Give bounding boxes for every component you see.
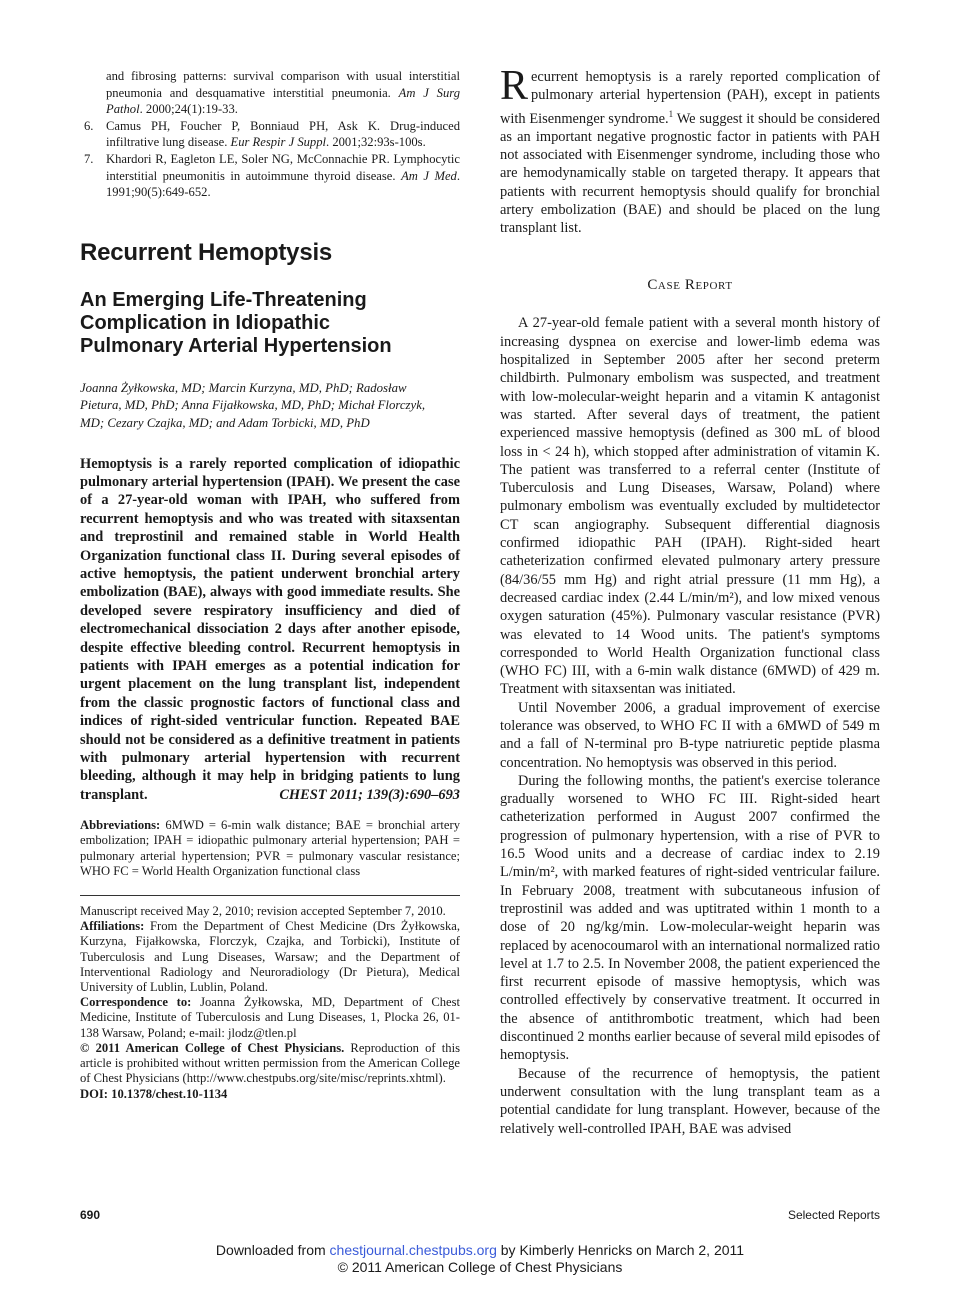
paragraph: During the following months, the patient's exercise tolerance gradually worsened to WHO FC III. Right-sided heart catheterization performed in August 2007 confirmed the progression of pulmonary hypertension, with a rise of PVR to 16.5 Wood units and a decrease of cardiac index to 2.19 L/min/m², with marked features of right-sided ventricular failure. In February 2008, treatment with subcutaneous infusion of treprostinil was added and was uptitrated within 1 month to a dose of 20 ng/kg/min. Low-molecular-weight heparin was replaced by acenocoumarol with an international normalized ratio level at 1.7 to 2.5. In November 2008, the patient experienced the first recurrent episode of massive hemoptysis, which was controlled effectively by conservative treatment. It occurred in the absence of antithrombotic treatment, which had been discontinued 2 months earlier because of several mild episodes of hemoptysis. (500, 772, 880, 1064)
abstract-text: Hemoptysis is a rarely reported complication of idiopathic pulmonary arterial hypertension (IPAH). We present the case of a 27-year-old woman with IPAH, who suffered from recurrent hemoptysis and who was treated with sitaxsentan and treprostinil and remained stable in World Health Organization functional class II. During several episodes of active hemoptysis, the patient underwent bronchial artery embolization (BAE), always with good immediate results. She developed severe respiratory insufficiency and died of electromechanical dissociation 2 days after another episode, despite effective bleeding control. Recurrent hemoptysis in patients with IPAH emerges as a potential indication for urgent placement on the lung transplant list, independent from the classic prognostic factors of functional class and indices of right-sided ventricular function. Repeated BAE should not be considered as a definitive treatment in patients with pulmonary arterial hypertension with recurrent bleeding, although it may help in bridging patients to lung transplant. (80, 455, 460, 803)
journal-link[interactable]: chestjournal.chestpubs.org (329, 1242, 497, 1258)
paragraph: A 27-year-old female patient with a several month history of increasing dyspnea on exercise and lower-limb edema was hospitalized in September 2005 after her second preterm childbirth. Pulmonary embolism was suspected, and treatment with low-molecular-weight heparin and a vitamin K antagonist was started. After several days of treatment, the patient experienced massive hemoptysis (defined as 300 mL of blood loss in < 24 h), which stopped after administration of vitamin K. The patient was transferred to a referral center (Institute of Tuberculosis and Lung Diseases, Warsaw, Poland) where pulmonary embolism was eventually excluded by multidetector CT scan angiography. Subsequent differential diagnosis confirmed idiopathic PAH (IPAH). Right-sided heart catheterization confirmed elevated pulmonary artery pressure (84/36/55 mm Hg) and right atrial pressure (11 mm Hg), a decreased cardiac index (2.44 L/min/m²), and low mixed venous oxygen saturation (45%). Pulmonary vascular resistance (PVR) was elevated to 14 Wood units. The patient's symptoms corresponded to World Health Organization functional class (WHO FC) III, with a 6-min walk distance (6MWD) of 429 m. Treatment with sitaxsentan was initiated. (500, 315, 880, 698)
correspondence: Correspondence to: Joanna Żyłkowska, MD, Department of Chest Medicine, Institute of Tuberculosis and Lung Diseases, 1, Plocka 26, 01-138 Warsaw, Poland; e-mail: jlodz@tlen.pl (80, 995, 461, 1040)
reference-marker: 1 (668, 108, 674, 119)
download-notice: Downloaded from chestjournal.chestpubs.org by Kimberly Henricks on March 2, 2011 © 2011 American College of Chest Physicians (0, 1242, 960, 1276)
reference-item: and fibrosing patterns: survival comparison with usual interstitial pneumonia and desquamative interstitial pneumonia. Am J Surg Pathol. 2000;24(1):19-33. (106, 69, 460, 117)
article-info (80, 904, 460, 1102)
intro-paragraph: Recurrent hemoptysis is a rarely reported complication of pulmonary arterial hypertension (PAH), except in patients with Eisenmenger syndrome.$^1$ We suggest it should be considered as an important negative prognostic factor in patients with PAH not associated with Eisenmenger syndrome, including those who are hemodynamically stable on targeted therapy. It appears that patients with recurrent hemoptysis should qualify for bronchial artery embolization (BAE) and should be placed on the lung transplant list. (500, 63, 880, 237)
journal-citation: CHEST 2011; 139(3):690–693 (279, 786, 460, 803)
case-report-body (500, 314, 880, 1137)
drop-cap: R (500, 63, 529, 109)
paragraph: Until November 2006, a gradual improvement of exercise tolerance was observed, to WHO FC II with a 6MWD of 549 m and a fall of N-terminal pro B-type natriuretic peptide plasma concentration. No hemoptysis was observed in this period. (500, 699, 880, 771)
abbreviations-label: Abbreviations: (80, 818, 161, 833)
paragraph: Because of the recurrence of hemoptysis, the patient underwent consultation with the lung transplant team as a potential candidate for lung transplant. However, because of the relatively well-controlled IPAH, BAE was advised (500, 1065, 880, 1137)
article-subtitle: An Emerging Life-Threatening Complication in Idiopathic Pulmonary Arterial Hypertension (80, 288, 392, 357)
doi: DOI: 10.1378/chest.10-1134 (80, 1086, 228, 1101)
left-column (80, 68, 460, 1102)
section-heading: Case Report (647, 277, 733, 294)
page-number: 690 (80, 1208, 101, 1222)
abbreviations-text: 6MWD = 6-min walk distance; BAE = bronchial artery embolization; IPAH = idiopathic pulmonary arterial hypertension; PAH = pulmonary arterial hypertension; PVR = pulmonary vascular resistance; WHO FC = World Health Organization functional class (80, 818, 460, 878)
abbreviations (80, 818, 460, 879)
section-label: Selected Reports (787, 1208, 880, 1222)
manuscript-dates: Manuscript received May 2, 2010; revision accepted September 7, 2010. (80, 904, 446, 919)
article-title: Recurrent Hemoptysis (80, 238, 333, 266)
right-column (500, 63, 880, 1138)
affiliations: Affiliations: From the Department of Chest Medicine (Drs Żyłkowska, Kurzyna, Fijałkowska, Florczyk, Czajka, and Torbicki), Institute of Tuberculosis and Lung Diseases, Warsaw; and the Department of Interventional Radiology and Neuroradiology (Dr Pietura), Medical University of Lublin, Lublin, Poland. (80, 919, 460, 995)
reference-item: 6. Camus PH, Foucher P, Bonniaud PH, Ask K. Drug-induced infiltrative lung disease. Eur Respir J Suppl. 2001;32:93s-100s. (84, 118, 460, 150)
abstract (80, 455, 460, 805)
author-list: Joanna Żyłkowska, MD; Marcin Kurzyna, MD, PhD; Radosław Pietura, MD, PhD; Anna Fijałkowska, MD, PhD; Michał Florczyk, MD; Cezary Czajka, MD; and Adam Torbicki, MD, PhD (80, 380, 426, 430)
copyright-notice: © 2011 American College of Chest Physicians. Reproduction of this article is prohibited without written permission from the American College of Chest Physicians (http://www.chestpubs.org/site/misc/reprints.xhtml). (80, 1040, 460, 1086)
reference-list (80, 68, 460, 201)
divider (80, 895, 460, 896)
reference-item: 7. Khardori R, Eagleton LE, Soler NG, McConnachie PR. Lymphocytic interstitial pneumonitis in autoimmune thyroid disease. Am J Med. 1991;90(5):649-652. (84, 151, 460, 200)
copyright-line: © 2011 American College of Chest Physicians (337, 1259, 623, 1275)
